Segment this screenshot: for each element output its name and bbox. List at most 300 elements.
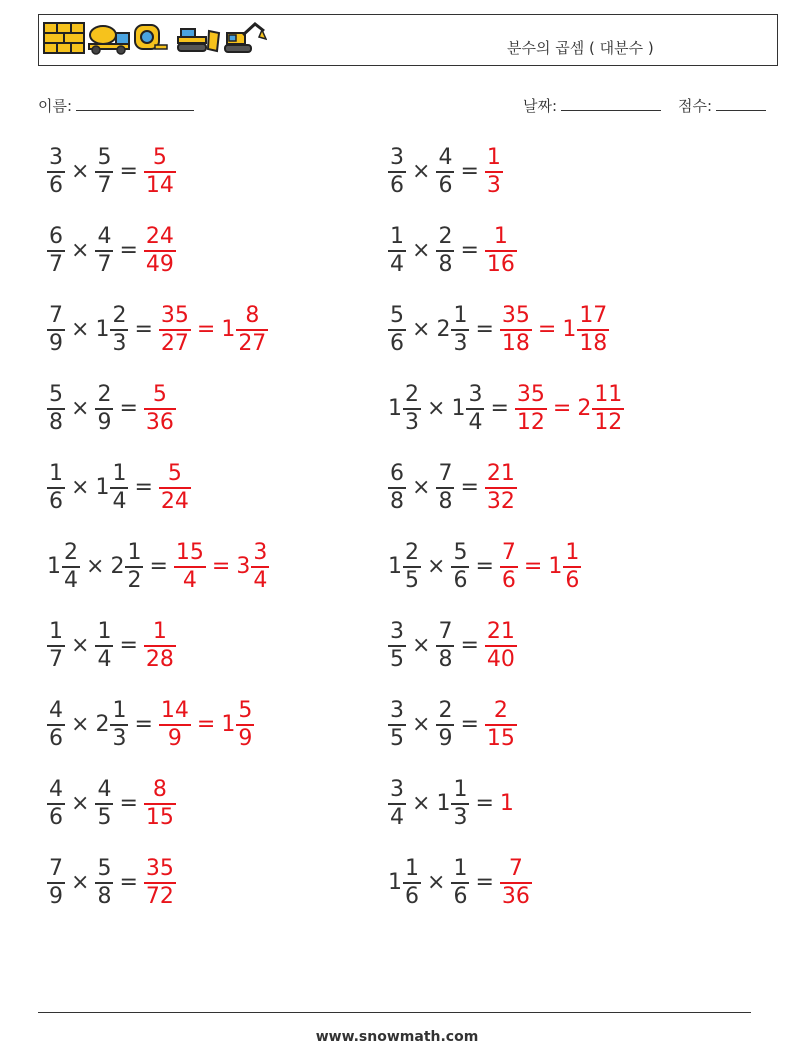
problem-row bbox=[388, 142, 503, 202]
operand-b-numerator: 4 bbox=[97, 224, 112, 250]
operand-b bbox=[451, 858, 469, 908]
answer-value-fraction bbox=[563, 542, 581, 592]
operand-a-fraction bbox=[47, 858, 65, 908]
problem-row bbox=[388, 853, 532, 913]
answer-value-whole: 1 bbox=[548, 554, 563, 579]
operand-a-fraction bbox=[47, 463, 65, 513]
answer bbox=[500, 305, 609, 355]
times-sign: × bbox=[412, 317, 431, 342]
operand-b-denominator: 3 bbox=[112, 330, 127, 356]
operand-b-denominator: 9 bbox=[97, 409, 112, 435]
answer-value-fraction bbox=[577, 305, 609, 355]
answer-value-fraction bbox=[485, 226, 517, 276]
answer-value-numerator: 7 bbox=[508, 856, 523, 882]
operand-b-denominator: 8 bbox=[438, 488, 453, 514]
operand-b-numerator: 1 bbox=[453, 303, 468, 329]
answer-value bbox=[159, 463, 191, 513]
operand-a-fraction bbox=[388, 147, 406, 197]
answer-value bbox=[221, 700, 254, 750]
answer-value-denominator: 36 bbox=[145, 409, 174, 435]
operand-a bbox=[388, 147, 406, 197]
operand-b-fraction bbox=[466, 384, 484, 434]
operand-a bbox=[47, 147, 65, 197]
answer-value-numerator: 35 bbox=[516, 382, 545, 408]
operand-a-numerator: 2 bbox=[405, 540, 419, 566]
operand-b-fraction bbox=[436, 226, 454, 276]
operand-b-denominator: 7 bbox=[97, 172, 112, 198]
answer-value bbox=[485, 147, 503, 197]
problem-row bbox=[47, 221, 176, 281]
operand-a-numerator: 5 bbox=[49, 382, 63, 408]
operand-b-fraction bbox=[451, 542, 469, 592]
problem-row bbox=[388, 774, 515, 834]
operand-a-numerator: 1 bbox=[49, 461, 63, 487]
answer-equals-sign: = bbox=[196, 712, 216, 737]
answer-value bbox=[562, 305, 609, 355]
answer-value-numerator: 21 bbox=[486, 461, 515, 487]
problem-row bbox=[47, 300, 268, 360]
name-blank[interactable] bbox=[76, 96, 194, 111]
operand-a bbox=[388, 463, 406, 513]
problem-row bbox=[47, 616, 176, 676]
operand-b-denominator: 2 bbox=[127, 567, 142, 593]
answer bbox=[485, 226, 517, 276]
answer-value-denominator: 6 bbox=[501, 567, 516, 593]
answer-value-denominator: 3 bbox=[486, 172, 501, 198]
answer-value bbox=[144, 147, 176, 197]
operand-a-denominator: 5 bbox=[405, 567, 419, 593]
worksheet-title: 분수의 곱셈 ( 대분수 ) bbox=[507, 39, 654, 57]
operand-a-fraction bbox=[47, 226, 65, 276]
times-sign: × bbox=[427, 554, 446, 579]
equals-sign: = bbox=[475, 791, 494, 816]
operand-a-fraction bbox=[47, 305, 65, 355]
problem-row bbox=[47, 458, 191, 518]
operand-b bbox=[436, 621, 454, 671]
answer-value-denominator: 6 bbox=[565, 567, 580, 593]
equals-sign: = bbox=[490, 396, 509, 421]
answer-value-fraction bbox=[251, 542, 269, 592]
operand-a bbox=[388, 226, 406, 276]
equals-sign: = bbox=[119, 238, 138, 263]
operand-b bbox=[95, 147, 113, 197]
operand-a-numerator: 5 bbox=[390, 303, 404, 329]
times-sign: × bbox=[412, 633, 431, 658]
operand-a-fraction bbox=[388, 621, 406, 671]
answer bbox=[144, 858, 176, 908]
operand-b-fraction bbox=[110, 305, 128, 355]
operand-a-fraction bbox=[47, 147, 65, 197]
operand-b-numerator: 2 bbox=[438, 224, 453, 250]
answer-value-denominator: 15 bbox=[486, 725, 515, 751]
operand-b-whole: 1 bbox=[95, 475, 110, 500]
answer-value-denominator: 18 bbox=[579, 330, 608, 356]
answer-value bbox=[236, 542, 269, 592]
operand-a-denominator: 5 bbox=[390, 725, 404, 751]
answer-value-fraction bbox=[236, 700, 254, 750]
operand-b-fraction bbox=[451, 858, 469, 908]
answer-value-denominator: 4 bbox=[182, 567, 197, 593]
equals-sign: = bbox=[134, 712, 153, 737]
operand-a-denominator: 6 bbox=[49, 488, 63, 514]
answer-value-denominator: 24 bbox=[160, 488, 189, 514]
answer-value-numerator: 1 bbox=[565, 540, 580, 566]
operand-a bbox=[388, 384, 421, 434]
answer bbox=[500, 858, 532, 908]
answer-value-numerator: 17 bbox=[579, 303, 608, 329]
operand-a-denominator: 4 bbox=[390, 251, 404, 277]
answer-value-fraction bbox=[500, 858, 532, 908]
operand-b bbox=[95, 226, 113, 276]
operand-b-whole: 2 bbox=[436, 317, 451, 342]
answer-value-whole: 3 bbox=[236, 554, 251, 579]
operand-a bbox=[47, 858, 65, 908]
operand-a-denominator: 6 bbox=[405, 883, 419, 909]
operand-a-denominator: 8 bbox=[49, 409, 63, 435]
answer-value bbox=[500, 542, 518, 592]
answer-value-numerator: 3 bbox=[253, 540, 268, 566]
answer-value-denominator: 4 bbox=[253, 567, 268, 593]
operand-b-denominator: 6 bbox=[438, 172, 453, 198]
operand-a-numerator: 3 bbox=[390, 698, 404, 724]
answer-value bbox=[144, 858, 176, 908]
operand-b-numerator: 1 bbox=[97, 619, 112, 645]
operand-b-numerator: 3 bbox=[468, 382, 483, 408]
operand-b-denominator: 5 bbox=[97, 804, 112, 830]
operand-a-numerator: 7 bbox=[49, 856, 63, 882]
footer-divider bbox=[38, 1012, 751, 1013]
operand-b-numerator: 2 bbox=[112, 303, 127, 329]
problem-row bbox=[388, 379, 624, 439]
answer-value bbox=[159, 305, 191, 355]
operand-b-fraction bbox=[95, 779, 113, 829]
operand-b-fraction bbox=[451, 779, 469, 829]
answer-value-denominator: 27 bbox=[238, 330, 267, 356]
operand-b-fraction bbox=[95, 858, 113, 908]
answer-value bbox=[500, 858, 532, 908]
answer-value-whole: 1 bbox=[562, 317, 577, 342]
answer-value-numerator: 21 bbox=[486, 619, 515, 645]
operand-b-fraction bbox=[436, 147, 454, 197]
answer bbox=[144, 147, 176, 197]
operand-b-denominator: 4 bbox=[97, 646, 112, 672]
answer-value bbox=[144, 621, 176, 671]
equals-sign: = bbox=[119, 870, 138, 895]
answer-value-denominator: 18 bbox=[501, 330, 530, 356]
answer-value-fraction bbox=[144, 621, 176, 671]
problem-row bbox=[47, 853, 176, 913]
equals-sign: = bbox=[149, 554, 168, 579]
operand-a-whole: 1 bbox=[388, 554, 402, 579]
problem-row bbox=[388, 221, 517, 281]
times-sign: × bbox=[71, 791, 90, 816]
operand-a-fraction bbox=[388, 305, 406, 355]
operand-b-numerator: 5 bbox=[97, 145, 112, 171]
answer-value-numerator: 35 bbox=[145, 856, 174, 882]
answer-value-numerator: 15 bbox=[175, 540, 204, 566]
equals-sign: = bbox=[119, 396, 138, 421]
tape-measure-icon bbox=[133, 21, 169, 55]
operand-b-denominator: 4 bbox=[112, 488, 127, 514]
answer-value-numerator: 2 bbox=[493, 698, 508, 724]
answer-value-fraction bbox=[174, 542, 206, 592]
times-sign: × bbox=[71, 159, 90, 184]
bulldozer-icon bbox=[175, 21, 221, 55]
answer bbox=[159, 700, 254, 750]
equals-sign: = bbox=[475, 554, 494, 579]
equals-sign: = bbox=[460, 159, 479, 184]
equals-sign: = bbox=[119, 791, 138, 816]
answer-value-numerator: 1 bbox=[152, 619, 167, 645]
answer-value-fraction bbox=[144, 147, 176, 197]
name-field bbox=[38, 95, 194, 116]
times-sign: × bbox=[71, 633, 90, 658]
operand-b-numerator: 1 bbox=[453, 777, 468, 803]
times-sign: × bbox=[427, 396, 446, 421]
answer-equals-sign: = bbox=[523, 554, 543, 579]
operand-b-denominator: 6 bbox=[453, 883, 468, 909]
name-label: 이름: bbox=[38, 97, 73, 115]
operand-a bbox=[47, 542, 80, 592]
operand-a bbox=[47, 779, 65, 829]
answer-value-fraction bbox=[500, 542, 518, 592]
operand-b bbox=[436, 226, 454, 276]
answer-value-numerator: 7 bbox=[501, 540, 516, 566]
worksheet-header bbox=[38, 14, 778, 66]
answer-value-fraction bbox=[485, 147, 503, 197]
operand-a-fraction bbox=[47, 779, 65, 829]
equals-sign: = bbox=[460, 712, 479, 737]
operand-b-fraction bbox=[125, 542, 143, 592]
operand-a-fraction bbox=[403, 542, 421, 592]
times-sign: × bbox=[71, 870, 90, 895]
operand-a bbox=[388, 858, 421, 908]
operand-b-numerator: 4 bbox=[438, 145, 453, 171]
operand-b-numerator: 1 bbox=[112, 461, 127, 487]
operand-a-whole: 1 bbox=[388, 396, 402, 421]
operand-b-fraction bbox=[95, 384, 113, 434]
answer-value bbox=[144, 779, 176, 829]
operand-b-fraction bbox=[95, 621, 113, 671]
answer-value bbox=[500, 305, 532, 355]
answer-value-fraction bbox=[236, 305, 268, 355]
operand-a bbox=[47, 384, 65, 434]
answer-value-fraction bbox=[159, 305, 191, 355]
operand-b bbox=[95, 463, 128, 513]
times-sign: × bbox=[71, 238, 90, 263]
answer-value-denominator: 49 bbox=[145, 251, 174, 277]
answer-value-denominator: 28 bbox=[145, 646, 174, 672]
operand-a-numerator: 2 bbox=[405, 382, 419, 408]
operand-b-denominator: 8 bbox=[97, 883, 112, 909]
operand-a-fraction bbox=[388, 463, 406, 513]
answer-value-whole: 2 bbox=[577, 396, 592, 421]
operand-a-fraction bbox=[62, 542, 80, 592]
answer-equals-sign: = bbox=[537, 317, 557, 342]
operand-a-denominator: 5 bbox=[390, 646, 404, 672]
answer-value-numerator: 5 bbox=[167, 461, 182, 487]
answer-value-whole: 1 bbox=[221, 317, 236, 342]
date-blank[interactable] bbox=[561, 96, 661, 111]
operand-a bbox=[47, 700, 65, 750]
answer bbox=[159, 463, 191, 513]
operand-a-numerator: 6 bbox=[49, 224, 63, 250]
answer bbox=[485, 700, 517, 750]
answer-value-denominator: 15 bbox=[145, 804, 174, 830]
equals-sign: = bbox=[119, 159, 138, 184]
problem-row bbox=[47, 774, 176, 834]
equals-sign: = bbox=[134, 317, 153, 342]
answer-value-fraction bbox=[144, 858, 176, 908]
operand-b-numerator: 7 bbox=[438, 461, 453, 487]
answer-value bbox=[485, 463, 517, 513]
answer-value-numerator: 5 bbox=[152, 382, 167, 408]
problem-row bbox=[388, 300, 609, 360]
excavator-icon bbox=[223, 21, 267, 55]
operand-a-numerator: 7 bbox=[49, 303, 63, 329]
operand-a-numerator: 1 bbox=[390, 224, 404, 250]
operand-a-denominator: 7 bbox=[49, 251, 63, 277]
operand-b bbox=[451, 384, 484, 434]
answer-value-numerator: 1 bbox=[493, 224, 508, 250]
operand-a-fraction bbox=[47, 384, 65, 434]
answer-value-denominator: 72 bbox=[145, 883, 174, 909]
operand-b bbox=[95, 305, 128, 355]
operand-a-denominator: 8 bbox=[390, 488, 404, 514]
problem-row bbox=[388, 616, 517, 676]
operand-a-denominator: 6 bbox=[390, 172, 404, 198]
operand-b-fraction bbox=[110, 700, 128, 750]
answer-value-numerator: 5 bbox=[238, 698, 253, 724]
footer-url: www.snowmath.com bbox=[315, 1029, 479, 1045]
operand-b-denominator: 3 bbox=[453, 330, 468, 356]
answer-value-numerator: 14 bbox=[160, 698, 189, 724]
answer-value-whole: 1 bbox=[221, 712, 236, 737]
operand-a-fraction bbox=[47, 700, 65, 750]
answer-value-fraction bbox=[159, 463, 191, 513]
answer-value-numerator: 8 bbox=[152, 777, 167, 803]
times-sign: × bbox=[412, 475, 431, 500]
answer-value-denominator: 9 bbox=[238, 725, 253, 751]
operand-a-numerator: 4 bbox=[49, 777, 63, 803]
operand-a bbox=[47, 305, 65, 355]
problem-row bbox=[47, 142, 176, 202]
equals-sign: = bbox=[475, 870, 494, 895]
operand-a-denominator: 7 bbox=[49, 646, 63, 672]
times-sign: × bbox=[412, 791, 431, 816]
operand-a-fraction bbox=[388, 700, 406, 750]
operand-a-denominator: 4 bbox=[390, 804, 404, 830]
operand-b bbox=[436, 305, 469, 355]
times-sign: × bbox=[71, 712, 90, 737]
answer bbox=[485, 147, 503, 197]
operand-b-denominator: 6 bbox=[453, 567, 468, 593]
answer-value bbox=[500, 793, 515, 815]
operand-a-numerator: 1 bbox=[405, 856, 419, 882]
operand-a bbox=[388, 305, 406, 355]
equals-sign: = bbox=[460, 475, 479, 500]
operand-a-numerator: 3 bbox=[390, 777, 404, 803]
times-sign: × bbox=[71, 475, 90, 500]
operand-a-numerator: 6 bbox=[390, 461, 404, 487]
operand-b-numerator: 1 bbox=[112, 698, 127, 724]
answer-value-numerator: 5 bbox=[152, 145, 167, 171]
answer-value-fraction bbox=[144, 226, 176, 276]
operand-b-fraction bbox=[95, 147, 113, 197]
problem-row bbox=[388, 695, 517, 755]
answer-equals-sign: = bbox=[211, 554, 231, 579]
answer-value-numerator: 1 bbox=[486, 145, 501, 171]
answer-value-numerator: 35 bbox=[160, 303, 189, 329]
operand-a bbox=[388, 700, 406, 750]
answer bbox=[144, 621, 176, 671]
answer-value bbox=[485, 700, 517, 750]
operand-a-denominator: 3 bbox=[405, 409, 419, 435]
score-blank[interactable] bbox=[716, 96, 766, 111]
problem-row bbox=[47, 695, 254, 755]
answer bbox=[485, 621, 517, 671]
operand-b-whole: 1 bbox=[95, 317, 110, 342]
answer-value-fraction bbox=[592, 384, 624, 434]
operand-b bbox=[110, 542, 143, 592]
operand-a bbox=[47, 621, 65, 671]
operand-b bbox=[436, 463, 454, 513]
operand-a-denominator: 6 bbox=[49, 172, 63, 198]
times-sign: × bbox=[412, 159, 431, 184]
answer-value bbox=[144, 384, 176, 434]
answer-value-fraction bbox=[515, 384, 547, 434]
operand-a bbox=[47, 226, 65, 276]
date-label: 날짜: bbox=[523, 97, 558, 115]
operand-b-denominator: 7 bbox=[97, 251, 112, 277]
answer-value-denominator: 14 bbox=[145, 172, 174, 198]
answer-value bbox=[174, 542, 206, 592]
answer-value-whole: 1 bbox=[499, 791, 514, 816]
answer-value-numerator: 11 bbox=[594, 382, 623, 408]
problem-row bbox=[388, 458, 517, 518]
equals-sign: = bbox=[460, 238, 479, 263]
answer-value-denominator: 12 bbox=[516, 409, 545, 435]
problem-row bbox=[47, 379, 176, 439]
operand-b-denominator: 8 bbox=[438, 251, 453, 277]
operand-b bbox=[436, 779, 469, 829]
operand-a bbox=[388, 779, 406, 829]
operand-b-numerator: 2 bbox=[97, 382, 112, 408]
operand-b-whole: 2 bbox=[95, 712, 110, 737]
answer-value-fraction bbox=[144, 384, 176, 434]
answer-value-numerator: 35 bbox=[501, 303, 530, 329]
answer bbox=[144, 384, 176, 434]
operand-a-numerator: 2 bbox=[64, 540, 78, 566]
operand-b-whole: 1 bbox=[451, 396, 466, 421]
equals-sign: = bbox=[475, 317, 494, 342]
operand-b-numerator: 5 bbox=[97, 856, 112, 882]
times-sign: × bbox=[412, 238, 431, 263]
answer-value-fraction bbox=[485, 700, 517, 750]
operand-b bbox=[436, 147, 454, 197]
operand-b-denominator: 3 bbox=[112, 725, 127, 751]
operand-b-denominator: 3 bbox=[453, 804, 468, 830]
operand-b-denominator: 4 bbox=[468, 409, 483, 435]
score-label: 점수: bbox=[678, 97, 713, 115]
answer-value-denominator: 36 bbox=[501, 883, 530, 909]
answer-value bbox=[485, 621, 517, 671]
operand-a-whole: 1 bbox=[47, 554, 61, 579]
answer-value-denominator: 9 bbox=[167, 725, 182, 751]
operand-b-fraction bbox=[436, 463, 454, 513]
answer-value-fraction bbox=[144, 779, 176, 829]
operand-a-denominator: 6 bbox=[49, 804, 63, 830]
